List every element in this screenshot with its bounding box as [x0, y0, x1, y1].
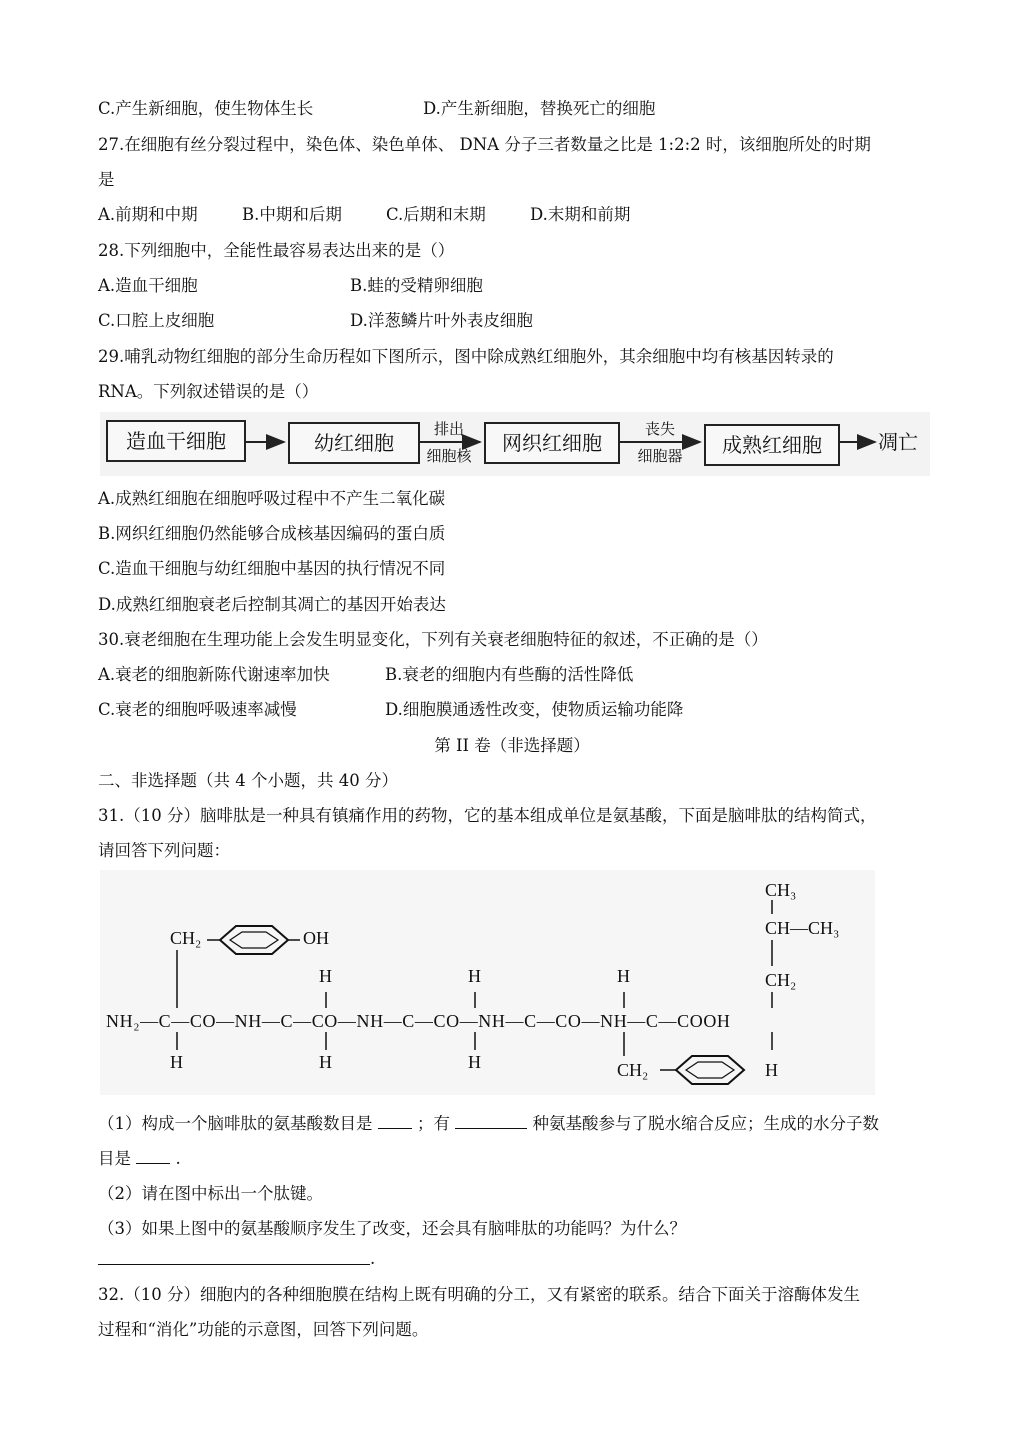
q31-sub1-text-d: 目是 — [98, 1149, 131, 1168]
q28-option-c: C.口腔上皮细胞 — [98, 311, 215, 330]
label-organelles: 细胞器 — [637, 447, 683, 465]
red-cell-flow-diagram — [100, 412, 930, 476]
q28-option-b: B.蛙的受精卵细胞 — [350, 276, 483, 295]
answer-blank-kinds[interactable] — [455, 1112, 527, 1129]
q31-sub1-text-b: ；有 — [417, 1114, 450, 1133]
q28-option-d: D.洋葱鳞片叶外表皮细胞 — [350, 311, 533, 330]
q29-option-a: A.成熟红细胞在细胞呼吸过程中不产生二氧化碳 — [98, 489, 446, 508]
q29-stem-line1: 29.哺乳动物红细胞的部分生命历程如下图所示，图中除成熟红细胞外，其余细胞中均有核基因转录的 — [98, 347, 834, 366]
q28-option-a: A.造血干细胞 — [98, 276, 198, 295]
q27-option-d: D.末期和前期 — [530, 205, 631, 224]
part2-title: 第 II 卷（非选择题） — [434, 736, 590, 755]
q31-sub1-text-c: 种氨基酸参与了脱水缩合反应；生成的水分子数 — [532, 1114, 879, 1133]
q29-option-b: B.网织红细胞仍然能够合成核基因编码的蛋白质 — [98, 524, 446, 543]
q30-option-c: C.衰老的细胞呼吸速率减慢 — [98, 700, 297, 719]
chem-h: H — [765, 1060, 778, 1080]
enkephalin-structure — [100, 870, 875, 1095]
section-heading: 二、非选择题（共 4 个小题，共 40 分） — [98, 771, 398, 790]
chem-ch-ch3: CH—CH₃ — [765, 918, 840, 938]
q27-option-b: B.中期和后期 — [242, 205, 342, 224]
q31-sub1-line2 — [98, 1147, 181, 1170]
q26-option-c: C.产生新细胞，使生物体生长 — [98, 99, 314, 118]
q31-sub1-text-a: （1）构成一个脑啡肽的氨基酸数目是 — [98, 1114, 373, 1133]
q29-option-d: D.成熟红细胞衰老后控制其凋亡的基因开始表达 — [98, 595, 446, 614]
structure-bonds — [100, 870, 875, 1095]
answer-line-period: . — [370, 1249, 376, 1268]
label-lose: 丧失 — [644, 420, 675, 438]
chem-ch2-phe: CH₂ — [617, 1060, 649, 1080]
q29-stem-line2: RNA。下列叙述错误的是（） — [98, 382, 319, 401]
box-mature-red-cell: 成熟红细胞 — [704, 424, 840, 466]
q27-option-a: A.前期和中期 — [98, 205, 198, 224]
q32-stem-line2: 过程和“消化”功能的示意图，回答下列问题。 — [98, 1320, 429, 1339]
q31-sub1-text-e: . — [175, 1149, 181, 1168]
q31-sub1-line1 — [98, 1112, 879, 1135]
q30-stem: 30.衰老细胞在生理功能上会发生明显变化，下列有关衰老细胞特征的叙述，不正确的是（） — [98, 630, 768, 649]
q30-option-d: D.细胞膜通透性改变，使物质运输功能降 — [385, 700, 684, 719]
label-nucleus: 细胞核 — [426, 447, 472, 465]
box-erythroblast: 幼红细胞 — [288, 422, 420, 464]
q31-sub2: （2）请在图中标出一个肽键。 — [98, 1184, 323, 1203]
q28-stem: 28.下列细胞中，全能性最容易表达出来的是（） — [98, 241, 455, 260]
q30-option-a: A.衰老的细胞新陈代谢速率加快 — [98, 665, 330, 684]
answer-blank-water-count[interactable] — [136, 1147, 170, 1164]
q27-stem-line2: 是 — [98, 170, 115, 189]
chem-ch3-top: CH₃ — [765, 880, 797, 900]
chem-backbone: NH₂—C—CO—NH—C—CO—NH—C—CO—NH—C—CO—NH—C—COOH — [106, 1011, 731, 1031]
q31-sub3: （3）如果上图中的氨基酸顺序发生了改变，还会具有脑啡肽的功能吗？为什么？ — [98, 1219, 686, 1238]
chem-h: H — [468, 1052, 481, 1072]
chem-h: H — [319, 1052, 332, 1072]
chem-ch2-tyr: CH₂ — [170, 928, 202, 948]
q27-option-c: C.后期和末期 — [386, 205, 486, 224]
chem-ch2-leu: CH₂ — [765, 970, 797, 990]
label-apoptosis: 凋亡 — [878, 430, 918, 454]
q26-option-d: D.产生新细胞，替换死亡的细胞 — [423, 99, 656, 118]
answer-blank-amino-acid-count[interactable] — [378, 1112, 412, 1129]
q31-stem-line2: 请回答下列问题： — [98, 841, 230, 860]
box-hematopoietic-stem-cell: 造血干细胞 — [106, 420, 246, 462]
q30-option-b: B.衰老的细胞内有些酶的活性降低 — [385, 665, 634, 684]
answer-line-sub3[interactable] — [98, 1264, 370, 1265]
chem-oh: OH — [303, 928, 329, 948]
chem-h: H — [170, 1052, 183, 1072]
q27-stem-line1: 27.在细胞有丝分裂过程中，染色体、染色单体、 DNA 分子三者数量之比是 1:2:2 时，该细胞所处的时期 — [98, 135, 871, 154]
chem-h: H — [617, 966, 630, 986]
q31-stem-line1: 31.（10 分）脑啡肽是一种具有镇痛作用的药物，它的基本组成单位是氨基酸，下面是脑啡肽的结构简式， — [98, 806, 877, 825]
chem-h: H — [468, 966, 481, 986]
label-expel: 排出 — [433, 420, 464, 438]
q32-stem-line1: 32.（10 分）细胞内的各种细胞膜在结构上既有明确的分工，又有紧密的联系。结合下面关于溶酶体发生 — [98, 1285, 860, 1304]
chem-h: H — [319, 966, 332, 986]
box-reticulocyte: 网织红细胞 — [484, 422, 620, 464]
q29-option-c: C.造血干细胞与幼红细胞中基因的执行情况不同 — [98, 559, 446, 578]
